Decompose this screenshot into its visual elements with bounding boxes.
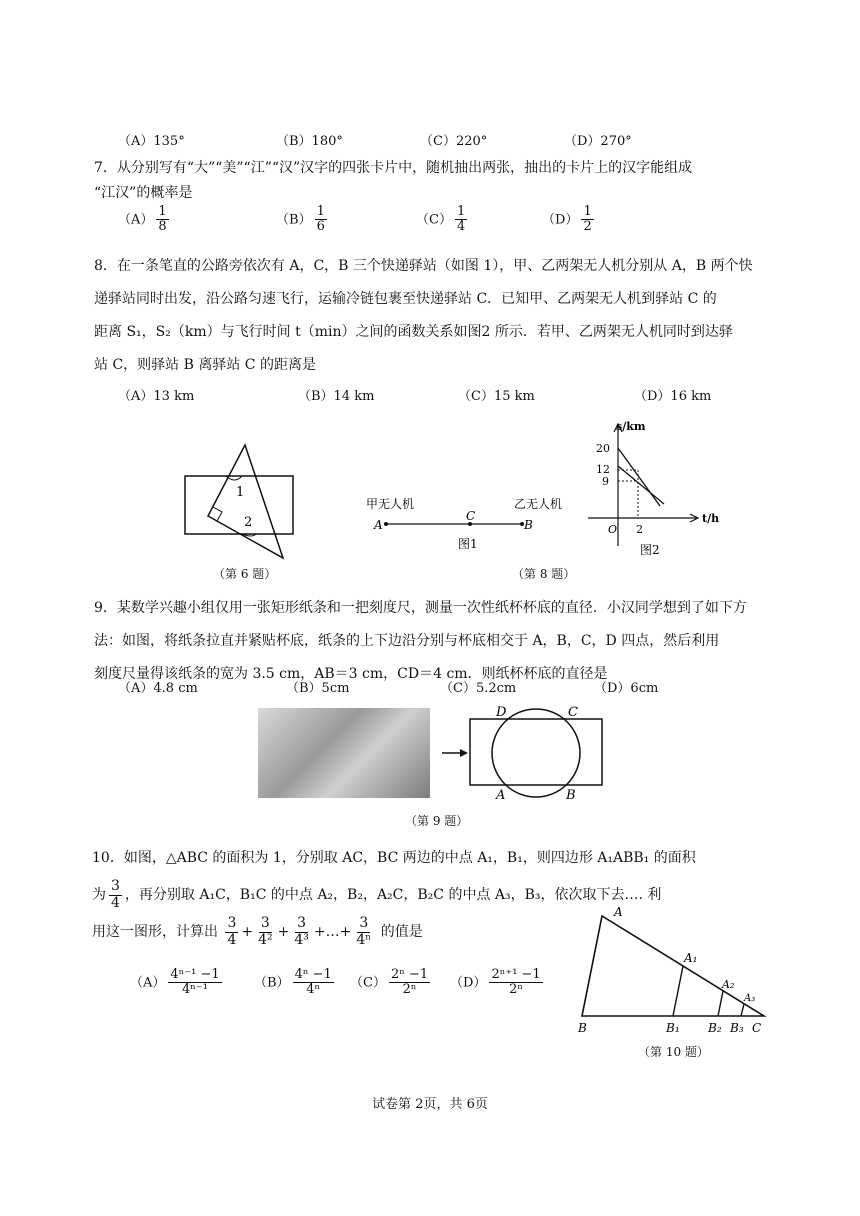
fig9-caption: （第 9 题）: [405, 814, 469, 828]
fig6-triangle: [208, 445, 283, 558]
q8-line-3: 距离 S₁，S₂（km）与飞行时间 t（min）之间的函数关系如图2 所示．若甲、乙两架无人机同时到达驿: [94, 324, 733, 340]
q8-stem: [94, 250, 784, 382]
page-footer: 试卷第 2页，共 6页: [372, 1097, 488, 1112]
fig8-point-a: [384, 522, 388, 526]
fig8-ylabel: s/km: [616, 420, 646, 433]
fig8-graph: [580, 418, 730, 558]
q8-option-a: （A）13 km: [118, 389, 195, 404]
fig9-label-a: A: [496, 788, 506, 803]
fig8-label-c: C: [466, 509, 476, 523]
fig9-diagram: [440, 700, 615, 805]
fig9-label-b: B: [566, 788, 576, 803]
q7-stem: [94, 152, 784, 210]
q10-option-d: （D） $\frac{\text{2ⁿ⁺¹ −1}}{\text{2ⁿ}}$: [450, 967, 541, 998]
q7-line-2: “江汉”的概率是: [94, 185, 193, 201]
fig6-diagram: [180, 440, 300, 560]
fig8-x-tick-2: 2: [636, 523, 643, 536]
fig8-xlabel: t/h: [702, 512, 720, 525]
fig10-segment-a2b2: [718, 991, 723, 1016]
fig8-y-tick-20: 20: [596, 442, 610, 455]
q9-line-3: 刻度尺量得该纸条的宽为 3.5 cm，AB＝3 cm，CD＝4 cm．则纸杯杯底的直径是: [94, 666, 608, 682]
fig10-segment-a1b1: [673, 966, 683, 1016]
q9-option-a: （A）4.8 cm: [118, 681, 198, 696]
q7-line-1: 7．从分别写有“大”“美”“江”“汉”汉字的四张卡片中，随机抽出两张，抽出的卡片上的汉字能组成: [94, 160, 693, 176]
q10-option-b: （B） $\frac{\text{4ⁿ −1}}{\text{4ⁿ}}$: [254, 967, 332, 998]
q8-option-c: （C）15 km: [458, 389, 535, 404]
fig6-caption: （第 6 题）: [213, 567, 277, 581]
q6-option-c: （C）220°: [420, 134, 488, 149]
q9-option-b: （B）5cm: [286, 681, 350, 696]
fig10-label-c: C: [752, 1021, 762, 1035]
fig8-right-label: 乙无人机: [514, 497, 563, 511]
fig10-label-a2: A₂: [722, 978, 735, 991]
q9-line-1: 9．某数学兴趣小组仅用一张矩形纸条和一把刻度尺，测量一次性纸杯杯底的直径．小汉同学想到了如下方: [94, 600, 747, 616]
fig6-label-2: 2: [244, 515, 253, 530]
fig10-label-b3: B₃: [730, 1021, 744, 1035]
q7-option-c: （C） $\frac{1}{4}$: [416, 204, 466, 235]
fig9-paper-strip: [470, 719, 602, 785]
fig10-label-a1: A₁: [684, 951, 698, 965]
fig8-label-a: A: [374, 518, 383, 532]
q7-option-a: （A） $\frac{1}{8}$: [118, 204, 167, 235]
fig8-line-s1: [618, 448, 660, 506]
q9-line-2: 法：如图，将纸条拉直并紧贴杯底，纸条的上下边沿分别与杯底相交于 A，B，C，D 四点，然后利用: [94, 633, 720, 649]
q9-option-c: （C）5.2cm: [440, 681, 517, 696]
fig8-line-s2: [618, 466, 664, 504]
fig8-sub1: 图1: [458, 537, 478, 550]
fig9-arrow-head: [460, 749, 468, 757]
fig8-label-b: B: [524, 518, 533, 532]
q10-line-1: 10．如图，△ABC 的面积为 1，分别取 AC，BC 两边的中点 A₁，B₁，则四边形 A₁ABB₁ 的面积: [92, 850, 696, 866]
fig8-left-label: 甲无人机: [366, 497, 415, 511]
fig10-label-a3: A₃: [744, 993, 756, 1004]
q8-line-2: 递驿站同时出发，沿公路匀速飞行，运输冷链包裹至快递驿站 C．已知甲、乙两架无人机到驿站 C 的: [94, 291, 717, 307]
fig9-label-c: C: [568, 705, 578, 720]
q7-option-b: （B） $\frac{1}{6}$: [276, 204, 325, 235]
q10-line-3: 用这一图形，计算出 $\frac{3}{4}$ + $\frac{3}{\text{4²}}$ + $\frac{3}{\text{4³}}$ +…+ $\frac{3}{\text{4ⁿ}}$ 的值是: [92, 915, 423, 948]
q6-option-b: （B）180°: [276, 134, 343, 149]
fig9-cup-photo: [258, 708, 430, 798]
fig10-segment-a3b3: [741, 1004, 744, 1016]
q10-line-2: 为 $\frac{3}{4}$ ，再分别取 A₁C，B₁C 的中点 A₂，B₂，A₂C，B₂C 的中点 A₃，B₃，依次取下去…. 利: [92, 878, 662, 911]
fig10-diagram: [572, 900, 772, 1040]
fig8-y-tick-12: 12: [596, 463, 610, 476]
fig10-label-a: A: [614, 905, 623, 919]
q10-option-a: （A） $\frac{\text{4ⁿ⁻¹ −1}}{\text{4ⁿ⁻¹}}$: [130, 967, 220, 998]
q8-option-b: （B）14 km: [298, 389, 375, 404]
fig10-triangle-abc: [582, 916, 764, 1016]
q8-option-d: （D）16 km: [634, 389, 712, 404]
fig8-y-tick-9: 9: [602, 475, 609, 488]
fig8-sub2: 图2: [640, 543, 660, 557]
fig9-label-d: D: [496, 705, 507, 720]
fig10-caption: （第 10 题）: [638, 1045, 709, 1059]
fig10-label-b: B: [578, 1021, 587, 1035]
q9-option-d: （D）6cm: [594, 681, 659, 696]
q8-line-4: 站 C，则驿站 B 离驿站 C 的距离是: [94, 357, 316, 373]
fig10-label-b1: B₁: [666, 1021, 680, 1035]
q7-option-d: （D） $\frac{1}{2}$: [542, 204, 592, 235]
fig8-origin: O: [608, 523, 618, 536]
fig9-cup-circle: [492, 709, 580, 797]
q6-option-d: （D）270°: [564, 134, 632, 149]
fig6-label-1: 1: [236, 485, 245, 500]
q6-option-a: （A）135°: [118, 134, 185, 149]
q10-option-c: （C） $\frac{\text{2ⁿ −1}}{\text{2ⁿ}}$: [350, 967, 429, 998]
fig8-road-diagram: [364, 490, 564, 550]
fig10-label-b2: B₂: [708, 1021, 722, 1035]
q8-line-1: 8．在一条笔直的公路旁依次有 A，C，B 三个快递驿站（如图 1），甲、乙两架无人机分别从 A，B 两个快: [94, 258, 753, 274]
fig8-caption: （第 8 题）: [512, 567, 576, 581]
